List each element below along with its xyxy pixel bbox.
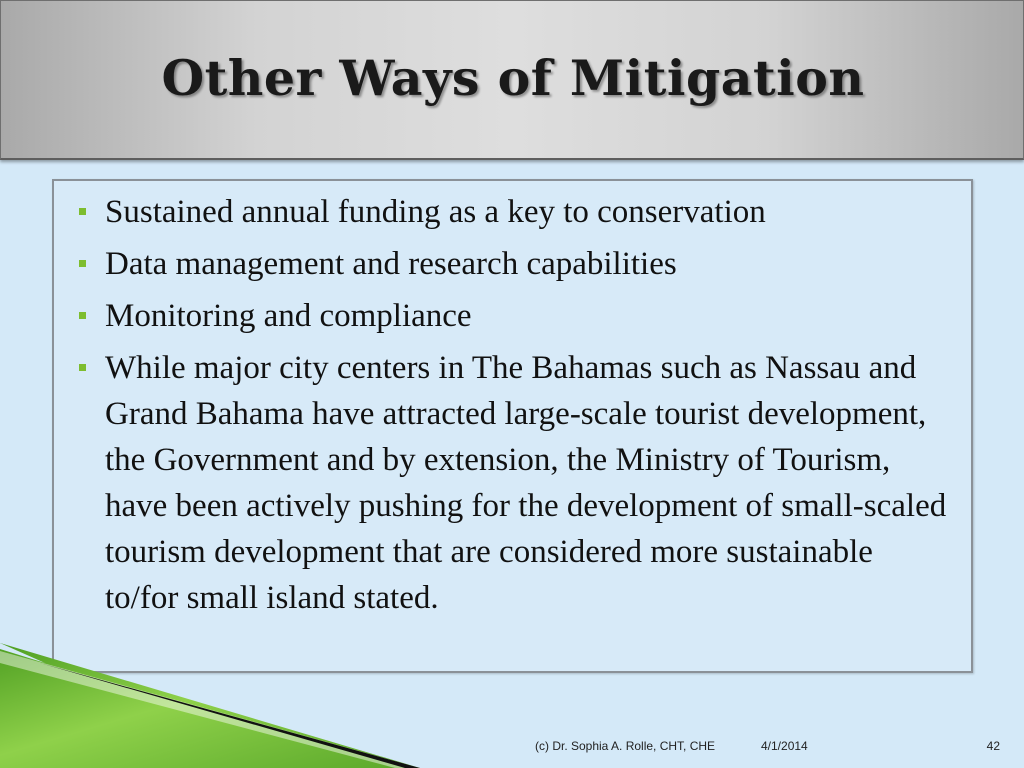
bullet-item — [79, 241, 949, 287]
bullet-item — [79, 345, 949, 621]
slide-title: Other Ways of Mitigation — [161, 49, 865, 107]
square-bullet-icon — [79, 260, 86, 267]
decorative-green-swoosh — [0, 643, 420, 768]
footer-author: (c) Dr. Sophia A. Rolle, CHT, CHE — [535, 739, 716, 753]
bullet-text: Data management and research capabilities — [105, 246, 677, 282]
bullet-list — [79, 189, 949, 627]
footer-page-number: 42 — [986, 739, 1000, 753]
bullet-item — [79, 189, 949, 235]
title-bar — [0, 0, 1024, 160]
square-bullet-icon — [79, 312, 86, 319]
content-box — [52, 179, 973, 673]
bullet-text: Monitoring and compliance — [105, 298, 472, 334]
bullet-text: While major city centers in The Bahamas such as Nassau and Grand Bahama have attracted large-scale tourist development, the Government and by extension, the Ministry of Tourism, have been actively pushing for the development of small-scaled tourism development that are considered more sustainable to/for small island stated. — [105, 350, 947, 616]
square-bullet-icon — [79, 364, 86, 371]
bullet-item — [79, 293, 949, 339]
bullet-text: Sustained annual funding as a key to conservation — [105, 194, 766, 230]
footer-date: 4/1/2014 — [761, 739, 808, 753]
square-bullet-icon — [79, 208, 86, 215]
